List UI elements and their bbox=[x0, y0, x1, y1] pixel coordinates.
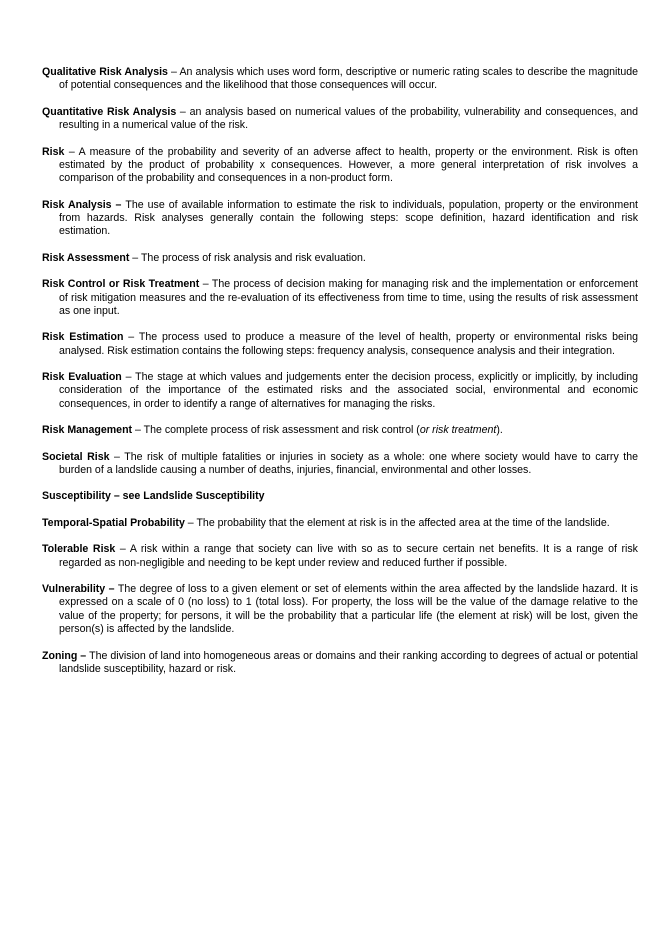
glossary-definition: The use of available information to estimate the risk to individuals, population, property or the environment from hazards. Risk analyses generally contain the following steps: scope definition, hazard identification and risk estimation. bbox=[59, 198, 638, 238]
glossary-entry-vulnerability bbox=[42, 583, 638, 636]
term-separator: – bbox=[109, 450, 125, 463]
glossary-entry-risk-control bbox=[42, 278, 638, 318]
glossary-entry-risk-assessment bbox=[42, 252, 638, 265]
glossary-term: Risk Evaluation bbox=[42, 371, 122, 384]
glossary-entry-risk-evaluation bbox=[42, 371, 638, 411]
glossary-entry-risk bbox=[42, 146, 638, 186]
term-separator: – bbox=[111, 198, 126, 211]
term-separator: – bbox=[77, 649, 90, 662]
term-separator: – bbox=[64, 145, 79, 158]
glossary-definition: The risk of multiple fatalities or injuries in society as a whole: one where society would have to carry the burden of a landslide causing a number of deaths, injuries, financial, environmental and other losses. bbox=[59, 450, 638, 476]
glossary-term: Risk Control or Risk Treatment bbox=[42, 278, 200, 291]
term-separator: – bbox=[132, 424, 144, 437]
glossary-term: Susceptibility – see Landslide Susceptibility bbox=[42, 490, 265, 503]
glossary-definition: The division of land into homogeneous areas or domains and their ranking according to degrees of actual or potential landslide susceptibility, hazard or risk. bbox=[59, 649, 638, 675]
glossary-entry-tolerable-risk bbox=[42, 543, 638, 570]
glossary-entry-zoning bbox=[42, 650, 638, 677]
glossary-definition-tail: ). bbox=[496, 424, 503, 437]
glossary-definition: The probability that the element at risk is in the affected area at the time of the landslide. bbox=[196, 516, 610, 529]
glossary-entry-societal-risk bbox=[42, 451, 638, 478]
glossary-definition: an analysis based on numerical values of the probability, vulnerability and consequences, and resulting in a numerical value of the risk. bbox=[59, 105, 638, 132]
glossary-entry-risk-estimation bbox=[42, 331, 638, 358]
glossary-entry-susceptibility-crossref bbox=[42, 490, 638, 503]
glossary-term: Risk bbox=[42, 145, 65, 158]
glossary-term: Risk Management bbox=[42, 424, 133, 437]
glossary-definition: The stage at which values and judgements enter the decision process, explicitly or implicitly, by including consideration of the importance of the estimated risks and the associated social, environmental and economic consequences, in order to identify a range of alternatives for managing the risks. bbox=[59, 371, 639, 410]
term-separator: – bbox=[199, 278, 212, 291]
term-separator: – bbox=[129, 251, 141, 264]
glossary-entry-quantitative-risk-analysis bbox=[42, 106, 638, 133]
glossary-term: Risk Estimation bbox=[42, 331, 124, 344]
glossary-term: Tolerable Risk bbox=[42, 543, 116, 556]
glossary-term: Risk Assessment bbox=[42, 251, 130, 264]
glossary-entry-risk-management bbox=[42, 424, 638, 437]
term-separator: – bbox=[115, 543, 130, 556]
glossary-entry-temporal-spatial-probability bbox=[42, 517, 638, 530]
glossary-definition-italic: or risk treatment bbox=[419, 424, 497, 437]
glossary-term: Temporal-Spatial Probability bbox=[42, 516, 185, 529]
glossary-definition: The process of risk analysis and risk evaluation. bbox=[140, 251, 366, 264]
glossary-entry-risk-analysis bbox=[42, 199, 638, 239]
glossary-entry-qualitative-risk-analysis bbox=[42, 66, 638, 93]
glossary-definition: A risk within a range that society can live with so as to secure certain net benefits. It is a range of risk regarded as non-negligible and needing to be kept under review and reduced further if possible. bbox=[59, 543, 638, 569]
glossary-definition: A measure of the probability and severity of an adverse affect to health, property or the environment. Risk is often estimated by the product of probability x consequences. However, a more general interpretation of risk involves a comparison of the probability and consequences in a non-product form. bbox=[59, 145, 638, 185]
glossary-term: Risk Analysis bbox=[42, 198, 112, 211]
glossary-term: Zoning bbox=[42, 649, 78, 662]
term-separator: – bbox=[167, 66, 180, 78]
term-separator: – bbox=[121, 371, 136, 384]
term-separator: – bbox=[105, 583, 118, 596]
glossary-term: Qualitative Risk Analysis bbox=[42, 66, 168, 78]
glossary-definition: The degree of loss to a given element or set of elements within the area affected by the landslide hazard. It is expressed on a scale of 0 (no loss) to 1 (total loss). For property, the loss will be the value of the damage relative to the value of the property; for persons, it will be the probability that a particular life (the element at risk) will be lost, given the person(s) is affected by the landslide. bbox=[59, 583, 638, 636]
glossary-definition: An analysis which uses word form, descriptive or numeric rating scales to describe the magnitude of potential consequences and the likelihood that those consequences will occur. bbox=[59, 66, 639, 92]
glossary-term: Societal Risk bbox=[42, 450, 110, 463]
glossary-definition: The complete process of risk assessment and risk control ( bbox=[143, 424, 420, 437]
term-separator: – bbox=[176, 105, 190, 118]
term-separator: – bbox=[184, 516, 197, 529]
glossary-term: Quantitative Risk Analysis bbox=[42, 105, 177, 118]
term-separator: – bbox=[123, 331, 139, 344]
glossary-definition: The process of decision making for managing risk and the implementation or enforcement of risk mitigation measures and the re-evaluation of its effectiveness from time to time, using the results of risk assessment as one input. bbox=[59, 278, 638, 317]
glossary-page bbox=[42, 66, 638, 689]
glossary-term: Vulnerability bbox=[42, 583, 106, 596]
glossary-definition: The process used to produce a measure of the level of health, property or environmental risks being analysed. Risk estimation contains the following steps: frequency analysis, consequence analysis and their integration. bbox=[59, 331, 638, 357]
